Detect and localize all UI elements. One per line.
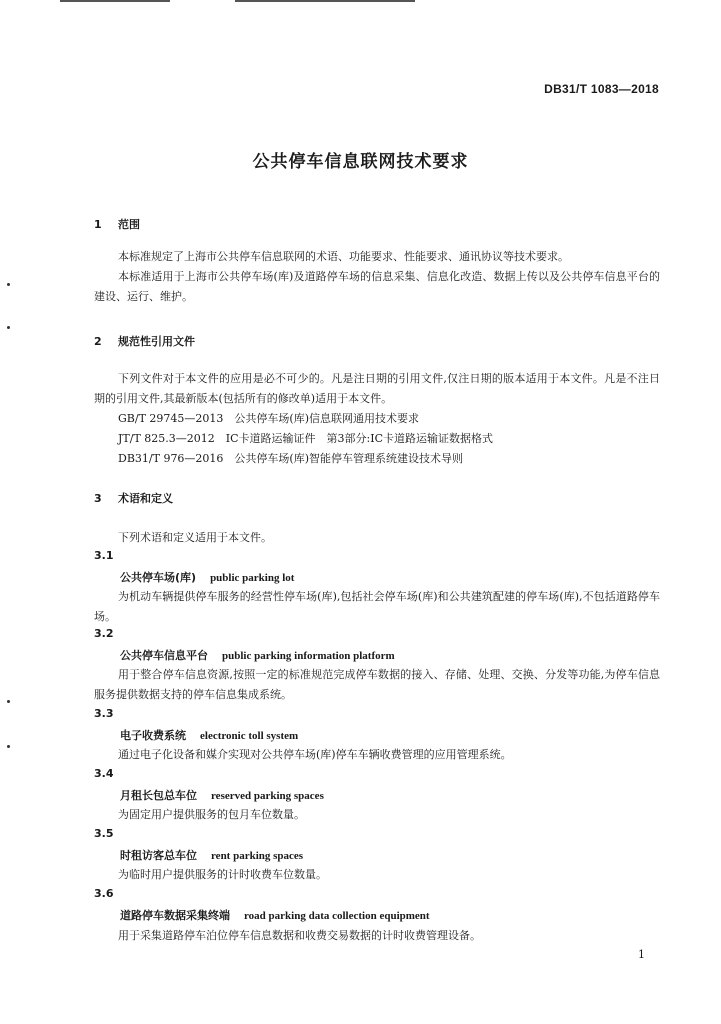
section-title: 范围 [118,218,140,231]
term-zh: 电子收费系统 [120,729,186,742]
term-heading [120,569,294,585]
page-number: 1 [638,948,645,961]
reference-item: GB/T 29745—2013 公共停车场(库)信息联网通用技术要求 [118,412,419,425]
term-definition: 为固定用户提供服务的包月车位数量。 [118,808,305,821]
scan-speck [7,283,10,286]
term-definition: 用于采集道路停车泊位停车信息数据和收费交易数据的计时收费管理设备。 [118,929,481,942]
term-definition: 为临时用户提供服务的计时收费车位数量。 [118,868,327,881]
term-en: public parking lot [210,572,295,584]
term-number: 3.2 [94,627,114,640]
term-en: rent parking spaces [211,850,304,862]
paragraph: 下列术语和定义适用于本文件。 [118,531,272,544]
section-heading [94,216,140,232]
scan-speck [7,745,10,748]
term-number: 3.1 [94,549,114,562]
term-en: electronic toll system [200,730,299,742]
term-heading [120,787,324,803]
term-zh: 月租长包总车位 [120,789,197,802]
paragraph: 本标准规定了上海市公共停车信息联网的术语、功能要求、性能要求、通讯协议等技术要求。 [118,250,569,263]
term-definition: 用于整合停车信息资源,按照一定的标准规范完成停车数据的接入、存储、处理、交换、分发等功能,为停车信息服务提供数据支持的停车信息集成系统。 [94,668,660,701]
term-number: 3.5 [94,827,114,840]
document-title: 公共停车信息联网技术要求 [252,152,469,172]
term-number: 3.3 [94,707,114,720]
section-title: 术语和定义 [118,492,173,505]
term-en: road parking data collection equipment [244,910,430,922]
term-zh: 时租访客总车位 [120,849,197,862]
term-heading [120,847,303,863]
paragraph: 下列文件对于本文件的应用是必不可少的。凡是注日期的引用文件,仅注日期的版本适用于本文件。凡是不注日期的引用文件,其最新版本(包括所有的修改单)适用于本文件。 [94,372,660,405]
scan-edge-line [60,0,170,2]
scan-speck [7,700,10,703]
section-title: 规范性引用文件 [118,335,195,348]
term-number: 3.6 [94,887,114,900]
term-zh: 公共停车场(库) [120,571,197,584]
term-definition: 通过电子化设备和媒介实现对公共停车场(库)停车车辆收费管理的应用管理系统。 [118,748,512,761]
term-number: 3.4 [94,767,114,780]
section-heading [94,333,195,349]
section-heading [94,490,173,506]
term-heading [120,907,430,923]
term-en: public parking information platform [222,650,395,662]
term-heading [120,727,298,743]
scan-speck [7,326,10,329]
paragraph: 本标准适用于上海市公共停车场(库)及道路停车场的信息采集、信息化改造、数据上传以及公共停车信息平台的建设、运行、维护。 [94,270,660,303]
section-number: 2 [94,335,102,348]
term-zh: 公共停车信息平台 [120,649,208,662]
scan-edge-line [235,0,415,2]
section-number: 1 [94,218,102,231]
term-en: reserved parking spaces [211,790,324,802]
section-number: 3 [94,492,102,505]
reference-item: DB31/T 976—2016 公共停车场(库)智能停车管理系统建设技术导则 [118,452,464,465]
standard-code: DB31/T 1083—2018 [544,82,659,96]
term-definition: 为机动车辆提供停车服务的经营性停车场(库),包括社会停车场(库)和公共建筑配建的停车场(库),不包括道路停车场。 [94,590,660,623]
term-zh: 道路停车数据采集终端 [120,909,230,922]
reference-item: JT/T 825.3—2012 IC卡道路运输证件 第3部分:IC卡道路运输证数据格式 [118,432,493,445]
term-heading [120,647,395,663]
